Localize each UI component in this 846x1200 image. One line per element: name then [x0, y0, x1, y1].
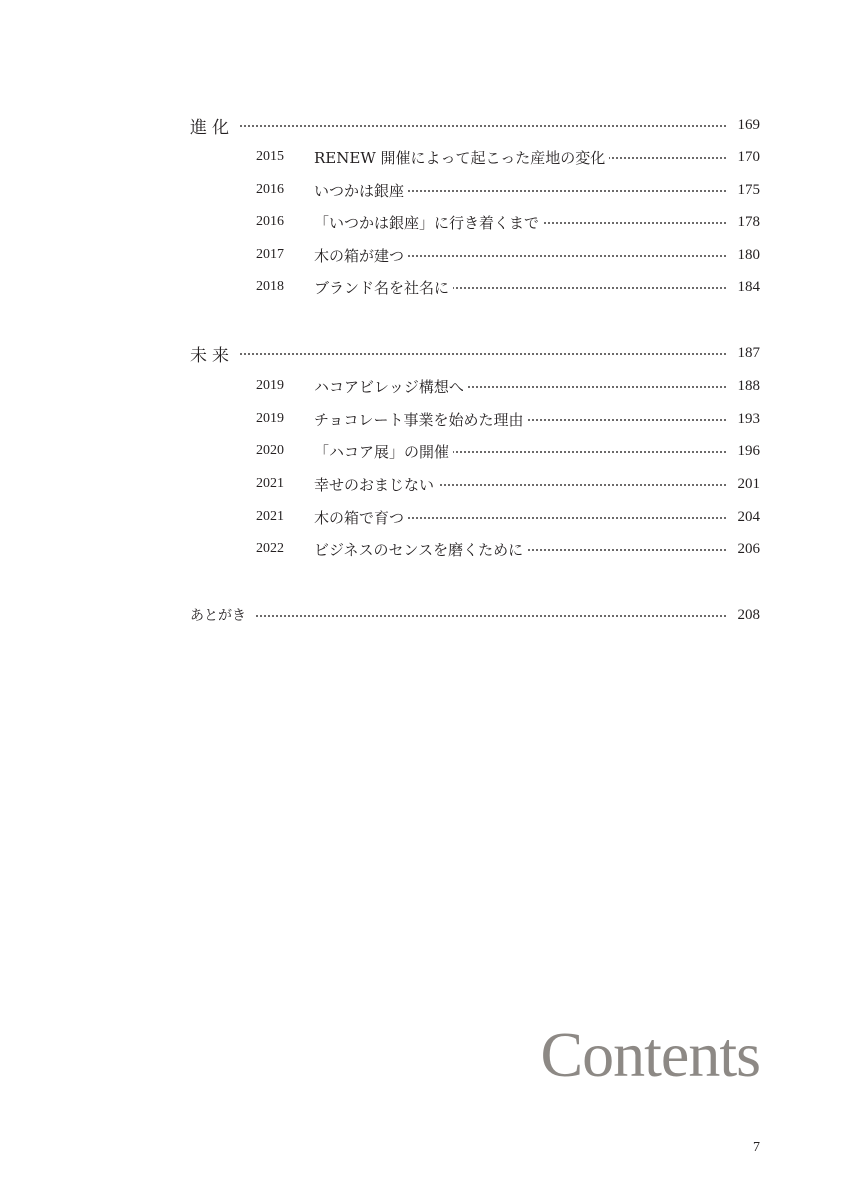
entry-title: いつかは銀座 [314, 180, 408, 201]
toc-afterword[interactable] [0, 600, 846, 630]
entry-year: 2019 [256, 411, 284, 426]
toc-entry[interactable] [0, 142, 846, 172]
toc-entry[interactable] [0, 371, 846, 401]
toc-entry[interactable] [0, 534, 846, 564]
toc-section-heading[interactable] [0, 110, 846, 140]
dot-leader [256, 615, 726, 617]
page-number: 206 [732, 541, 761, 558]
entry-year: 2016 [256, 214, 284, 229]
toc-entry[interactable] [0, 175, 846, 205]
contents-heading: Contents [540, 1019, 760, 1090]
entry-year: 2021 [256, 509, 284, 524]
toc-entry[interactable] [0, 207, 846, 237]
page-number: 170 [732, 149, 761, 166]
toc-entry[interactable] [0, 404, 846, 434]
toc-entry[interactable] [0, 502, 846, 532]
entry-year: 2022 [256, 541, 284, 556]
toc-section-heading[interactable] [0, 338, 846, 368]
entry-title: ハコアビレッジ構想へ [314, 376, 468, 397]
toc-entry[interactable] [0, 272, 846, 302]
entry-title: チョコレート事業を始めた理由 [314, 409, 528, 430]
page-number: 208 [732, 607, 761, 624]
page-number: 201 [732, 476, 761, 493]
entry-title: 「ハコア展」の開催 [314, 441, 453, 462]
entry-title: ビジネスのセンスを磨くために [314, 539, 527, 560]
afterword-title: あとがき [190, 608, 246, 624]
entry-year: 2019 [256, 378, 284, 393]
page-number: 175 [732, 182, 761, 199]
entry-title: 幸せのおまじない [314, 474, 438, 495]
toc-entry[interactable] [0, 240, 846, 270]
section-title: 未来 [190, 345, 234, 366]
entry-title: 木の箱が建つ [314, 245, 408, 266]
section-title: 進化 [190, 117, 234, 138]
entry-year: 2015 [256, 149, 284, 164]
page-number: 204 [732, 509, 761, 526]
dot-leader [240, 353, 726, 355]
page-number: 188 [732, 378, 761, 395]
page-number: 187 [732, 345, 761, 362]
entry-year: 2018 [256, 279, 284, 294]
page-number: 184 [732, 279, 761, 296]
entry-title: 木の箱で育つ [314, 507, 408, 528]
entry-year: 2017 [256, 247, 284, 262]
toc-entry[interactable] [0, 436, 846, 466]
page-number: 180 [732, 247, 761, 264]
page-folio: 7 [753, 1140, 760, 1155]
page-number: 178 [732, 214, 761, 231]
entry-year: 2016 [256, 182, 284, 197]
entry-title: ブランド名を社名に [314, 277, 453, 298]
dot-leader [240, 125, 726, 127]
page-number: 169 [732, 117, 761, 134]
entry-title: 「いつかは銀座」に行き着くまで [314, 212, 543, 233]
entry-year: 2021 [256, 476, 284, 491]
page-number: 196 [732, 443, 761, 460]
entry-title: RENEW 開催によって起こった産地の変化 [314, 147, 609, 168]
page-number: 193 [732, 411, 761, 428]
entry-year: 2020 [256, 443, 284, 458]
toc-entry[interactable] [0, 469, 846, 499]
